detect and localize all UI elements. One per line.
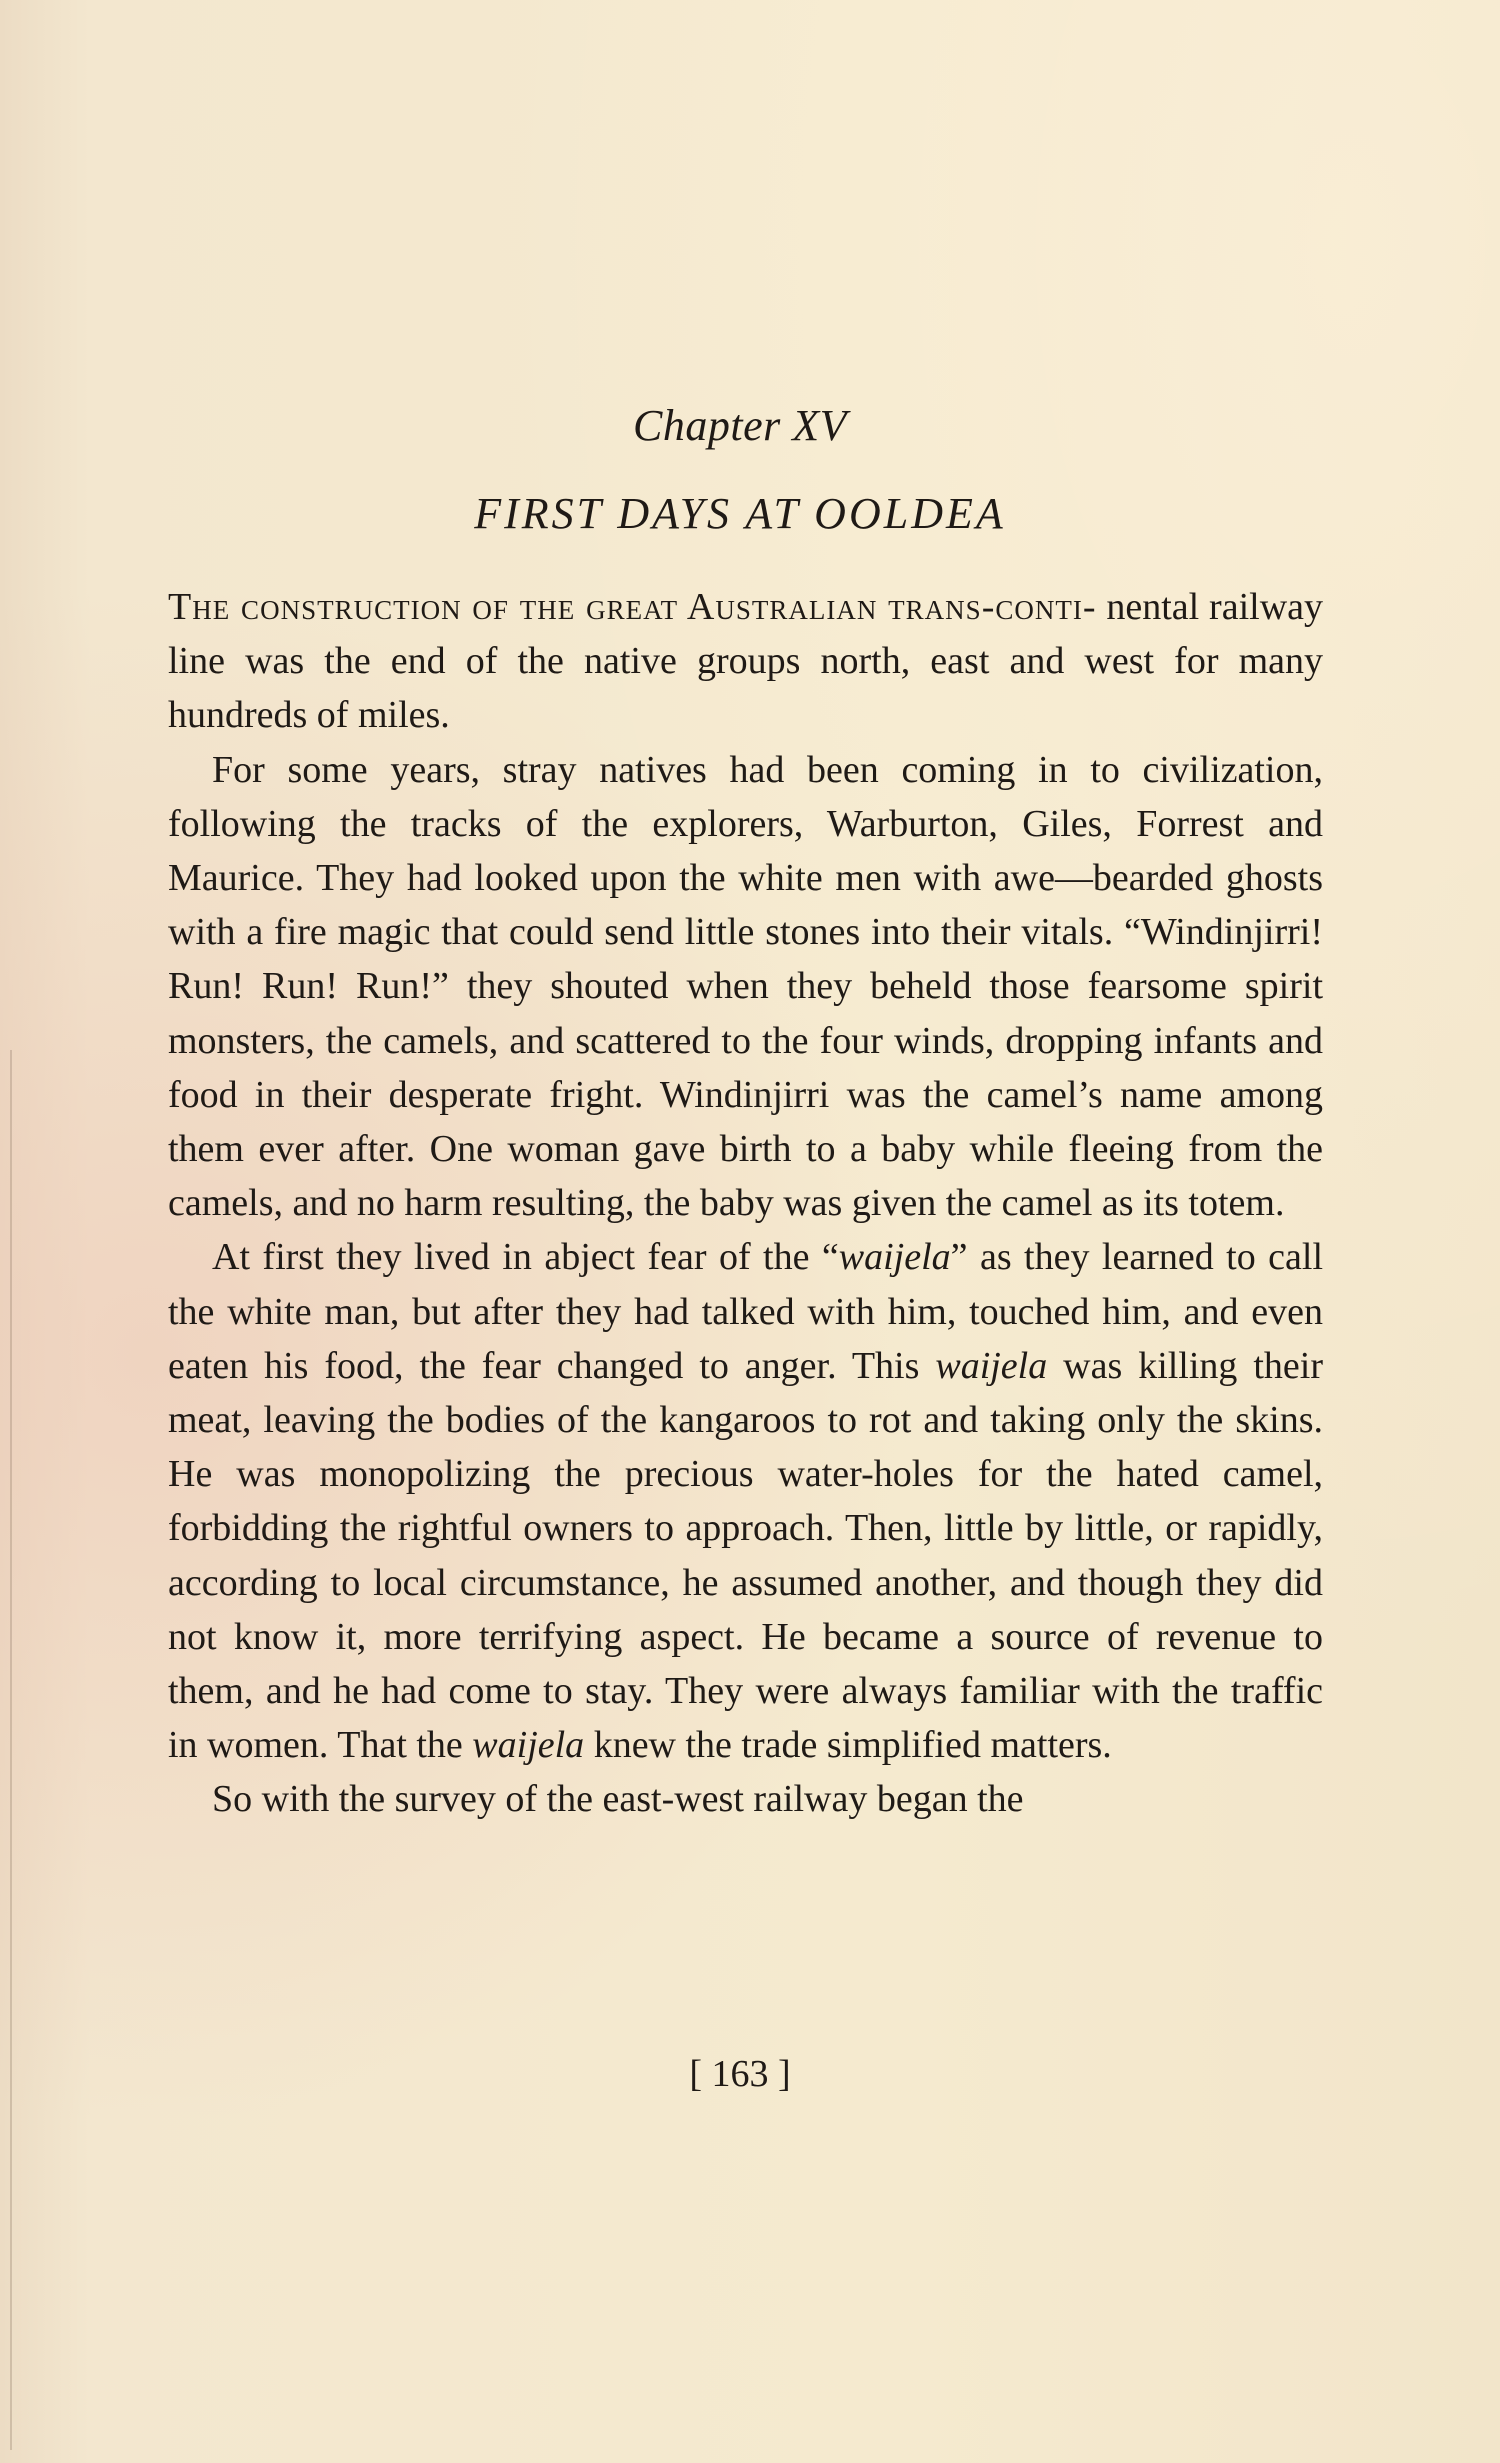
page-number: [ 163 ] [689, 2053, 791, 2095]
paragraph-3-part: was killing their meat, leaving the bodies of the kangaroos to rot and taking only the skins. He was monopolizing the precious water-holes for the hated camel, forbidding the rightful owners to approach. Then, little by little, or rapidly, according to local circumstance, he assumed another, and though they did not know it, more terrifying aspect. He became a source of revenue to them, and he had come to stay. They were always familiar with the traffic in women. That the [168, 1344, 1323, 1767]
page-edge-shadow [10, 1050, 12, 2450]
paragraph-1-text: nental railway line was the end of the native groups north, east and west for many hundreds of miles. [168, 586, 1324, 737]
paragraph-lead-small-caps: The construction of the great Australian trans-conti- [168, 586, 1097, 628]
chapter-title: FIRST DAYS AT OOLDEA [474, 489, 1006, 538]
paragraph-3-part: ” as they learned to call the white man, but after they had talked with him, touched him, and even eaten his food, the fear changed to anger. This [168, 1236, 1323, 1387]
italic-term: waijela [935, 1344, 1048, 1387]
italic-term: waijela [838, 1236, 951, 1279]
paragraph-4: So with the survey of the east-west railway began the [212, 1778, 1024, 1821]
italic-term: waijela [472, 1724, 585, 1767]
paragraph-3-part: At first they lived in abject fear of the “ [212, 1236, 839, 1279]
body-text [168, 580, 1323, 1827]
chapter-label: Chapter XV [633, 401, 847, 450]
paragraph-1 [168, 580, 1323, 743]
paragraph-2: For some years, stray natives had been coming in to civilization, following the tracks of the explorers, Warburton, Giles, Forrest and Maurice. They had looked upon the white men with awe—bearded ghosts with a fire magic that could send little stones into their vitals. “Windinjirri! Run! Run! Run!” they shouted when they beheld those fearsome spirit monsters, the camels, and scattered to the four winds, dropping infants and food in their desperate fright. Windinjirri was the camel’s name among them ever after. One woman gave birth to a baby while fleeing from the camels, and no harm resulting, the baby was given the camel as its totem. [168, 748, 1323, 1225]
paragraph-3-part: knew the trade simplified matters. [584, 1724, 1112, 1767]
paragraph-3 [168, 1230, 1323, 1772]
